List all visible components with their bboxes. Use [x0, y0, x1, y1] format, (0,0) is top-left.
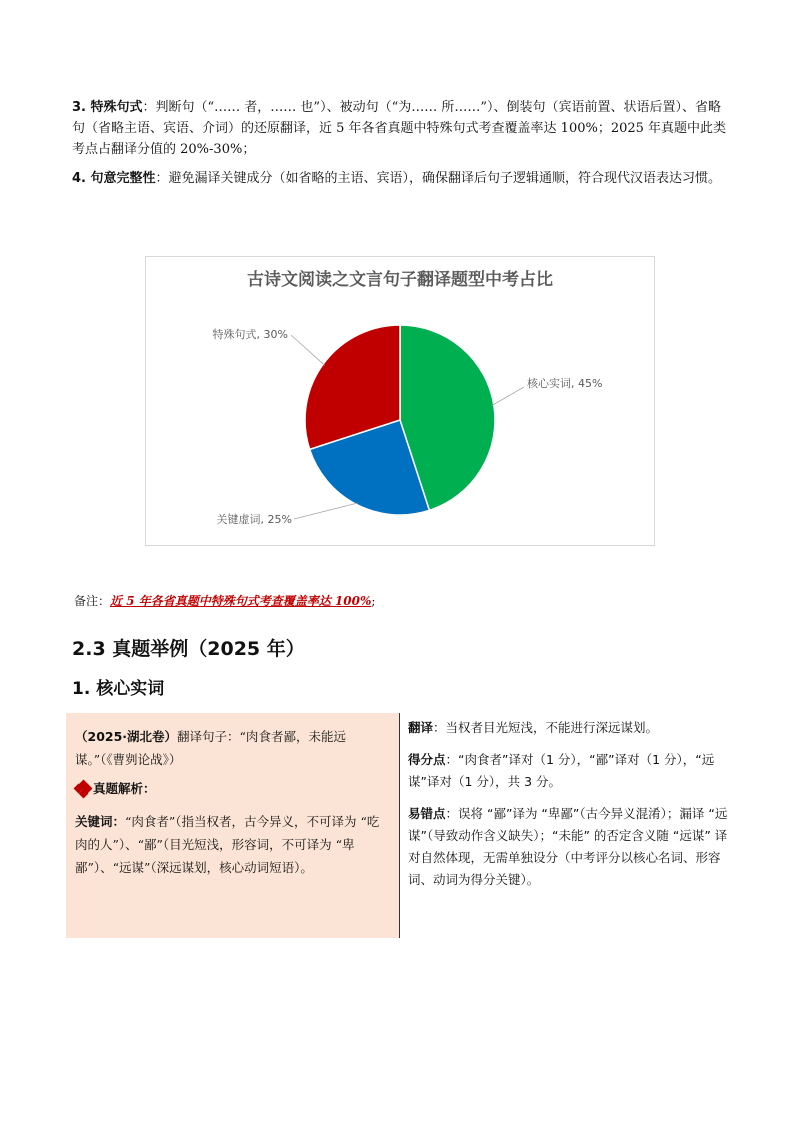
question-text: 翻译句子：“肉食者鄙，未能远谋。”（《曹刿论战》） [75, 729, 346, 767]
point-label: 4. 句意完整性 [72, 171, 156, 186]
pie-leader-line-2 [294, 503, 358, 519]
question-source: （2025·湖北卷） [75, 729, 178, 744]
pie-chart-canvas [146, 257, 654, 545]
section-title: 2.3 真题举例（2025 年） [72, 638, 305, 660]
score-label: 得分点 [408, 752, 446, 767]
question-cell [66, 713, 400, 938]
point-text: ：避免漏译关键成分（如省略的主语、宾语），确保翻译后句子逻辑通顺，符合现代汉语表达习惯。 [155, 171, 722, 186]
diamond-bullet-icon [75, 781, 91, 797]
error-label: 易错点 [408, 806, 446, 821]
keywords-text: “肉食者”（指当权者，古今异义，不可译为 “吃肉的人”）、“鄙”（目光短浅，形容词，不可译为 “卑鄙”）、“远谋”（深远谋划，核心动词短语）。 [75, 814, 380, 875]
pie-slice-label-3: 特殊句式, 30% [212, 328, 288, 341]
question-prompt [75, 725, 390, 771]
subsection-title: 1. 核心实词 [72, 679, 165, 699]
note [74, 592, 375, 609]
translation-text: ：当权者目光短浅，不能进行深远谋划。 [433, 720, 659, 735]
note-prefix: 备注： [74, 594, 111, 608]
note-highlight: 近 5 年各省真题中特殊句式考查覆盖率达 100% [110, 594, 372, 608]
answer-cell [408, 713, 730, 901]
point-label: 3. 特殊句式 [72, 100, 143, 115]
score-paragraph [408, 749, 730, 793]
point-special-sentence [72, 97, 732, 160]
translation-label: 翻译 [408, 720, 434, 735]
note-suffix: ; [371, 594, 376, 608]
question-table [66, 713, 730, 938]
pie-leader-line-1 [492, 387, 524, 405]
point-text: ：判断句（“…… 者，…… 也”）、被动句（“为…… 所……”）、倒装句（宾语前置、状语后置）、省略句（省略主语、宾语、介词）的还原翻译，近 5 年各省真题中特殊句式考查覆盖率达 100%；2025 年真题中此类考点占翻译分值的 20%-30%； [72, 100, 727, 157]
translation-paragraph [408, 717, 730, 739]
keywords-label: 关键词： [75, 814, 126, 829]
error-paragraph [408, 803, 730, 891]
pie-leader-line-3 [291, 335, 325, 365]
analysis-heading: 真题解析： [93, 781, 156, 796]
pie-slice-label-2: 关键虚词, 25% [216, 513, 292, 526]
point-sentence-integrity [72, 168, 732, 189]
score-text: ：“肉食者”译对（1 分），“鄙”译对（1 分），“远谋”译对（1 分），共 3 分。 [408, 752, 715, 789]
keywords-paragraph [75, 810, 390, 879]
chart-title: 古诗文阅读之文言句子翻译题型中考占比 [247, 270, 553, 290]
pie-chart [145, 256, 655, 546]
error-text: ：误将 “鄙”译为 “卑鄙”（古今异义混淆）；漏译 “远谋”（导致动作含义缺失）；“未能” 的否定含义随 “远谋” 译对自然体现，无需单独设分（中考评分以核心名词、形容词、动词为得分关键）。 [408, 806, 728, 887]
analysis-heading-row [75, 777, 390, 800]
pie-slice-label-1: 核心实词, 45% [527, 377, 603, 390]
